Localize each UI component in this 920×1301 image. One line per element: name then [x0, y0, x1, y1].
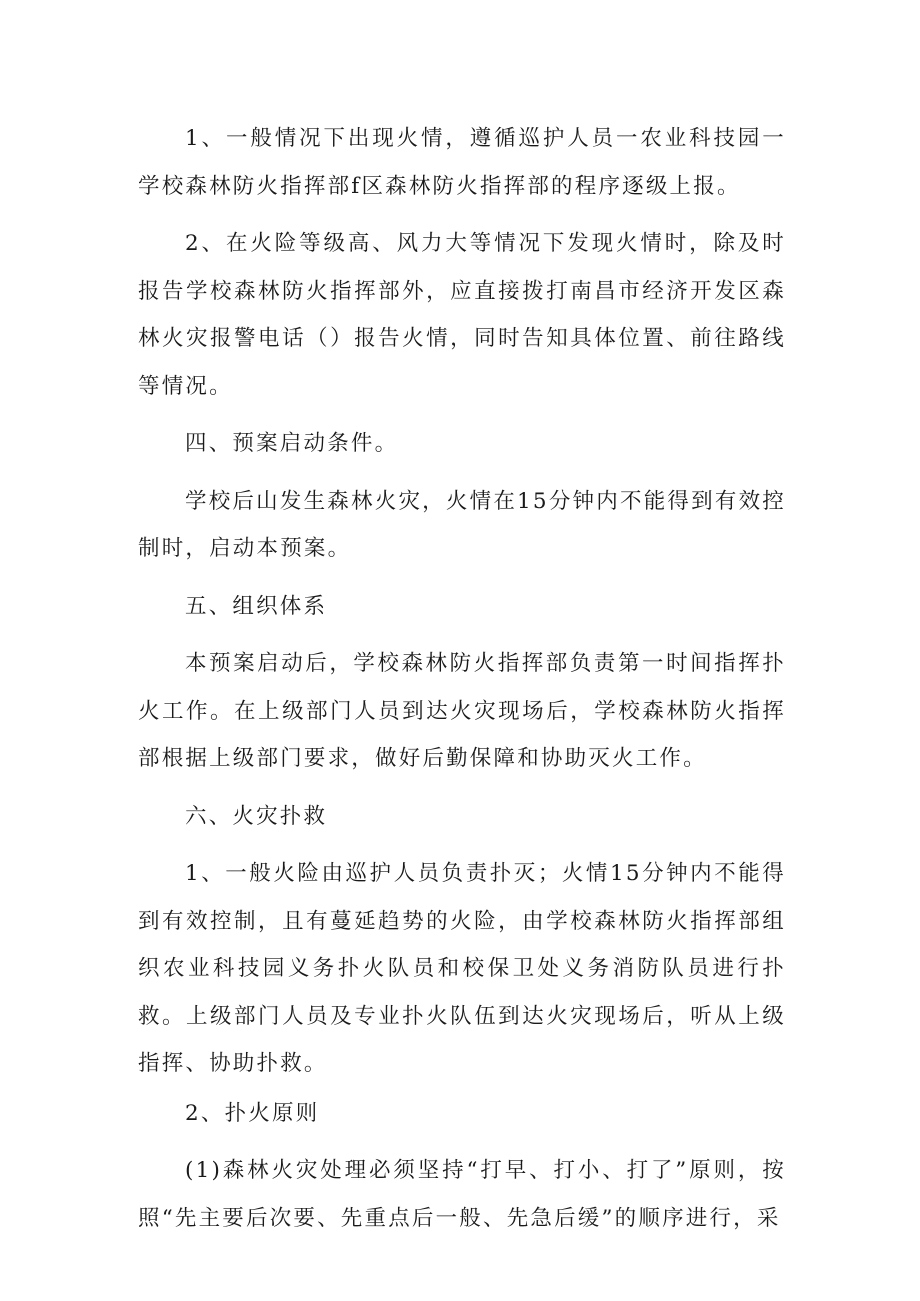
paragraph-organization: 本预案启动后，学校森林防火指挥部负责第一时间指挥扑火工作。在上级部门人员到达火灾现场后，学校森林防火指挥部根据上级部门要求，做好后勤保障和协助灭火工作。	[138, 651, 786, 771]
paragraph-reporting-high-risk: 2、在火险等级高、风力大等情况下发现火情时，除及时报告学校森林防火指挥部外，应直接拨打南昌市经济开发区森林火灾报警电话（）报告火情，同时告知具体位置、前往路线等情况。	[138, 231, 786, 399]
section-heading-firefighting: 六、火灾扑救	[185, 803, 328, 829]
subheading-firefighting-principles: 2、扑火原则	[185, 1100, 320, 1126]
section-heading-activation: 四、预案启动条件。	[185, 431, 399, 456]
section-heading-organization: 五、组织体系	[185, 593, 328, 619]
document-page	[138, 115, 786, 1252]
paragraph-activation-condition: 学校后山发生森林火灾，火情在15分钟内不能得到有效控制时，启动本预案。	[138, 488, 786, 561]
paragraph-principle-1: (1)森林火灾处理必须坚持“打早、打小、打了”原则，按照“先主要后次要、先重点后一般、先急后缓”的顺序进行，采	[138, 1158, 786, 1231]
paragraph-firefighting-general: 1、一般火险由巡护人员负责扑灭；火情15分钟内不能得到有效控制，且有蔓延趋势的火险，由学校森林防火指挥部组织农业科技园义务扑火队员和校保卫处义务消防队员进行扑救。上级部门人员及专业扑火队伍到达火灾现场后，听从上级指挥、协助扑救。	[138, 861, 786, 1076]
paragraph-reporting-normal: 1、一般情况下出现火情，遵循巡护人员一农业科技园一学校森林防火指挥部f区森林防火指挥部的程序逐级上报。	[138, 126, 786, 199]
